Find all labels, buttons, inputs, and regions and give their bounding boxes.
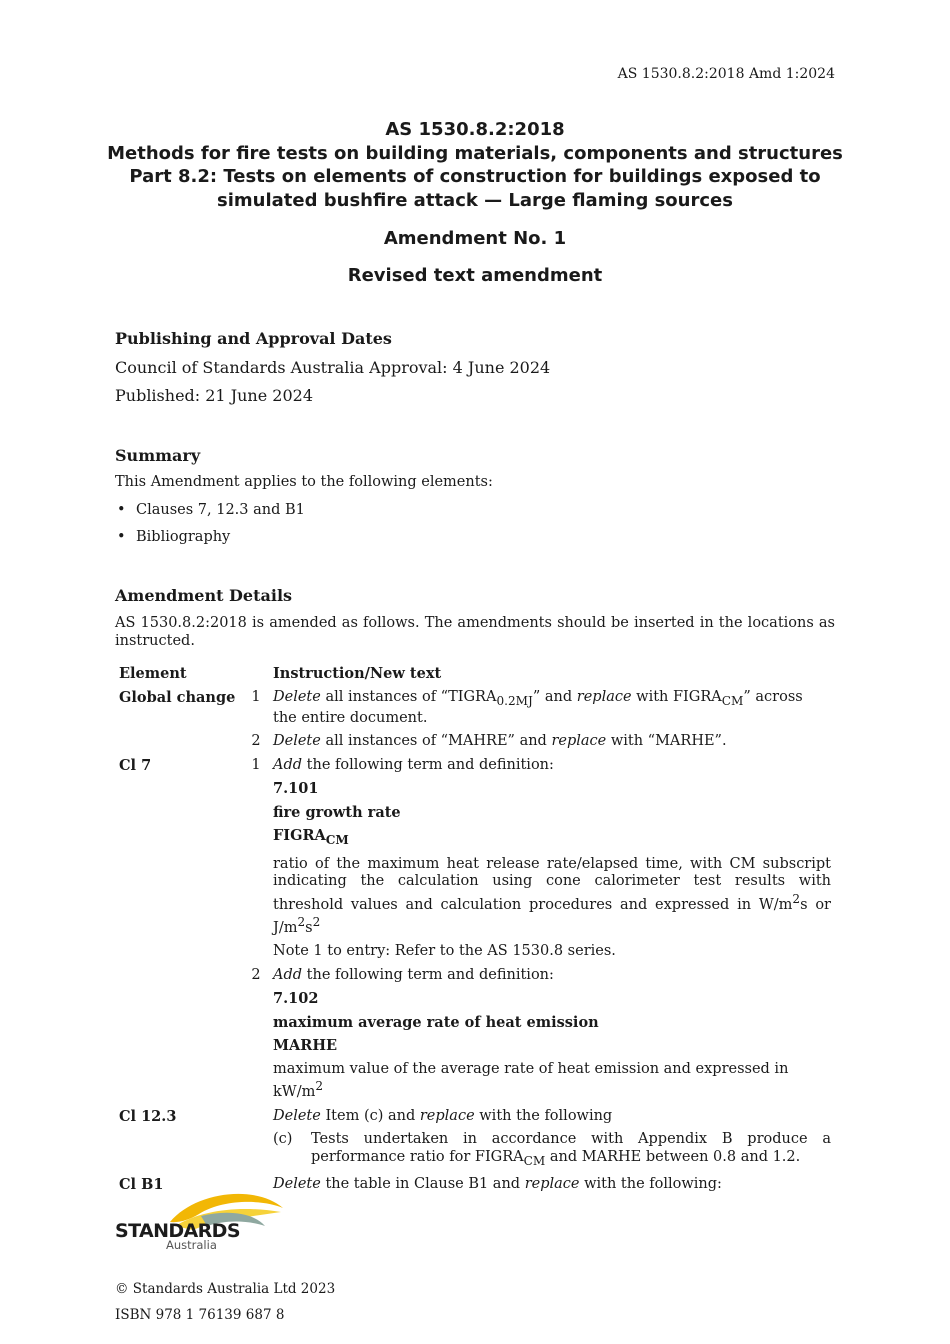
term-name: fire growth rate: [273, 803, 401, 821]
table-row: [115, 730, 835, 754]
standard-part-line2: simulated bushfire attack — Large flaming sources: [217, 189, 733, 211]
standard-part-line1: Part 8.2: Tests on elements of construction for buildings exposed to: [129, 166, 821, 187]
table-row: [115, 964, 835, 988]
element-global: Global change: [119, 688, 236, 706]
table-header-row: [115, 662, 835, 686]
item-label: (c): [273, 1131, 293, 1148]
replacement-item: [269, 1128, 835, 1173]
item-number: 2: [251, 966, 261, 983]
item-text: Tests undertaken in accordance with Appendix B produce a performance ratio for $FIGRA_{CM}$ and MARHE between 0.8 and 1.2.: [311, 1131, 831, 1168]
instruction-text: Delete all instances of “MAHRE” and replace with “MARHE”.: [273, 733, 727, 750]
item-number: 1: [251, 756, 261, 773]
item-number: 2: [251, 733, 261, 750]
instruction-text: Delete all instances of “$TIGRA_{0.2MJ}$” and replace with $FIGRA_{CM}$” across the entire document.: [273, 688, 803, 726]
standard-title: Methods for fire tests on building materials, components and structures: [107, 142, 843, 164]
term-definition: maximum value of the average rate of heat emission and expressed in $kW/m^2$: [273, 1060, 789, 1101]
term-name: maximum average rate of heat emission: [273, 1013, 599, 1031]
copyright: © Standards Australia Ltd 2023: [115, 1281, 336, 1297]
table-row: [115, 1105, 835, 1129]
item-number: 1: [251, 688, 261, 705]
term-abbreviation: MARHE: [273, 1037, 338, 1055]
standard-number: AS 1530.8.2:2018: [385, 119, 565, 140]
approval-date: Council of Standards Australia Approval: 4 June 2024: [115, 358, 551, 377]
publishing-heading: Publishing and Approval Dates: [115, 329, 392, 348]
instruction-text: Add the following term and definition:: [273, 756, 554, 773]
logo-subtext: Australia: [166, 1238, 217, 1252]
summary-list: [115, 500, 305, 554]
published-date: Published: 21 June 2024: [115, 386, 313, 405]
instruction-text: Delete Item (c) and replace with the following: [273, 1107, 613, 1124]
amendment-table: [115, 662, 835, 1197]
list-item: • Clauses 7, 12.3 and B1: [115, 500, 305, 527]
summary-heading: Summary: [115, 446, 201, 465]
column-header-instruction: Instruction/New text: [273, 665, 442, 682]
list-item: • Bibliography: [115, 527, 305, 554]
table-row: [115, 686, 835, 731]
instruction-text: Delete the table in Clause B1 and replace with the following:: [273, 1176, 722, 1193]
amendment-type: Revised text amendment: [347, 265, 603, 286]
isbn: ISBN 978 1 76139 687 8: [115, 1307, 285, 1323]
term-number: 7.101: [273, 780, 319, 798]
element-cl7: Cl 7: [119, 756, 152, 774]
document-reference: AS 1530.8.2:2018 Amd 1:2024: [617, 66, 835, 82]
element-cl123: Cl 12.3: [119, 1107, 177, 1125]
term-definition: ratio of the maximum heat release rate/elapsed time, with CM subscript indicating the calculation using cone calorimeter test results with threshold values and calculation procedures and expressed in $W/m^2s$ or $J/m^2s^2$: [273, 855, 831, 936]
amendment-number: Amendment No. 1: [383, 228, 567, 249]
instruction-text: Add the following term and definition:: [273, 966, 554, 983]
logo-wordmark: STANDARDS: [115, 1220, 240, 1242]
column-header-element: Element: [119, 665, 187, 682]
element-clb1: Cl B1: [119, 1176, 164, 1194]
term-abbreviation: $FIGRA_{CM}$: [273, 827, 349, 848]
term-note: Note 1 to entry: Refer to the AS 1530.8 series.: [273, 943, 616, 960]
term-number: 7.102: [273, 990, 319, 1008]
title-block: [0, 118, 950, 286]
details-heading: Amendment Details: [115, 586, 293, 605]
details-intro: AS 1530.8.2:2018 is amended as follows. The amendments should be inserted in the locations as instructed.: [115, 615, 835, 649]
summary-intro: This Amendment applies to the following elements:: [115, 474, 493, 490]
table-row: [115, 754, 835, 778]
